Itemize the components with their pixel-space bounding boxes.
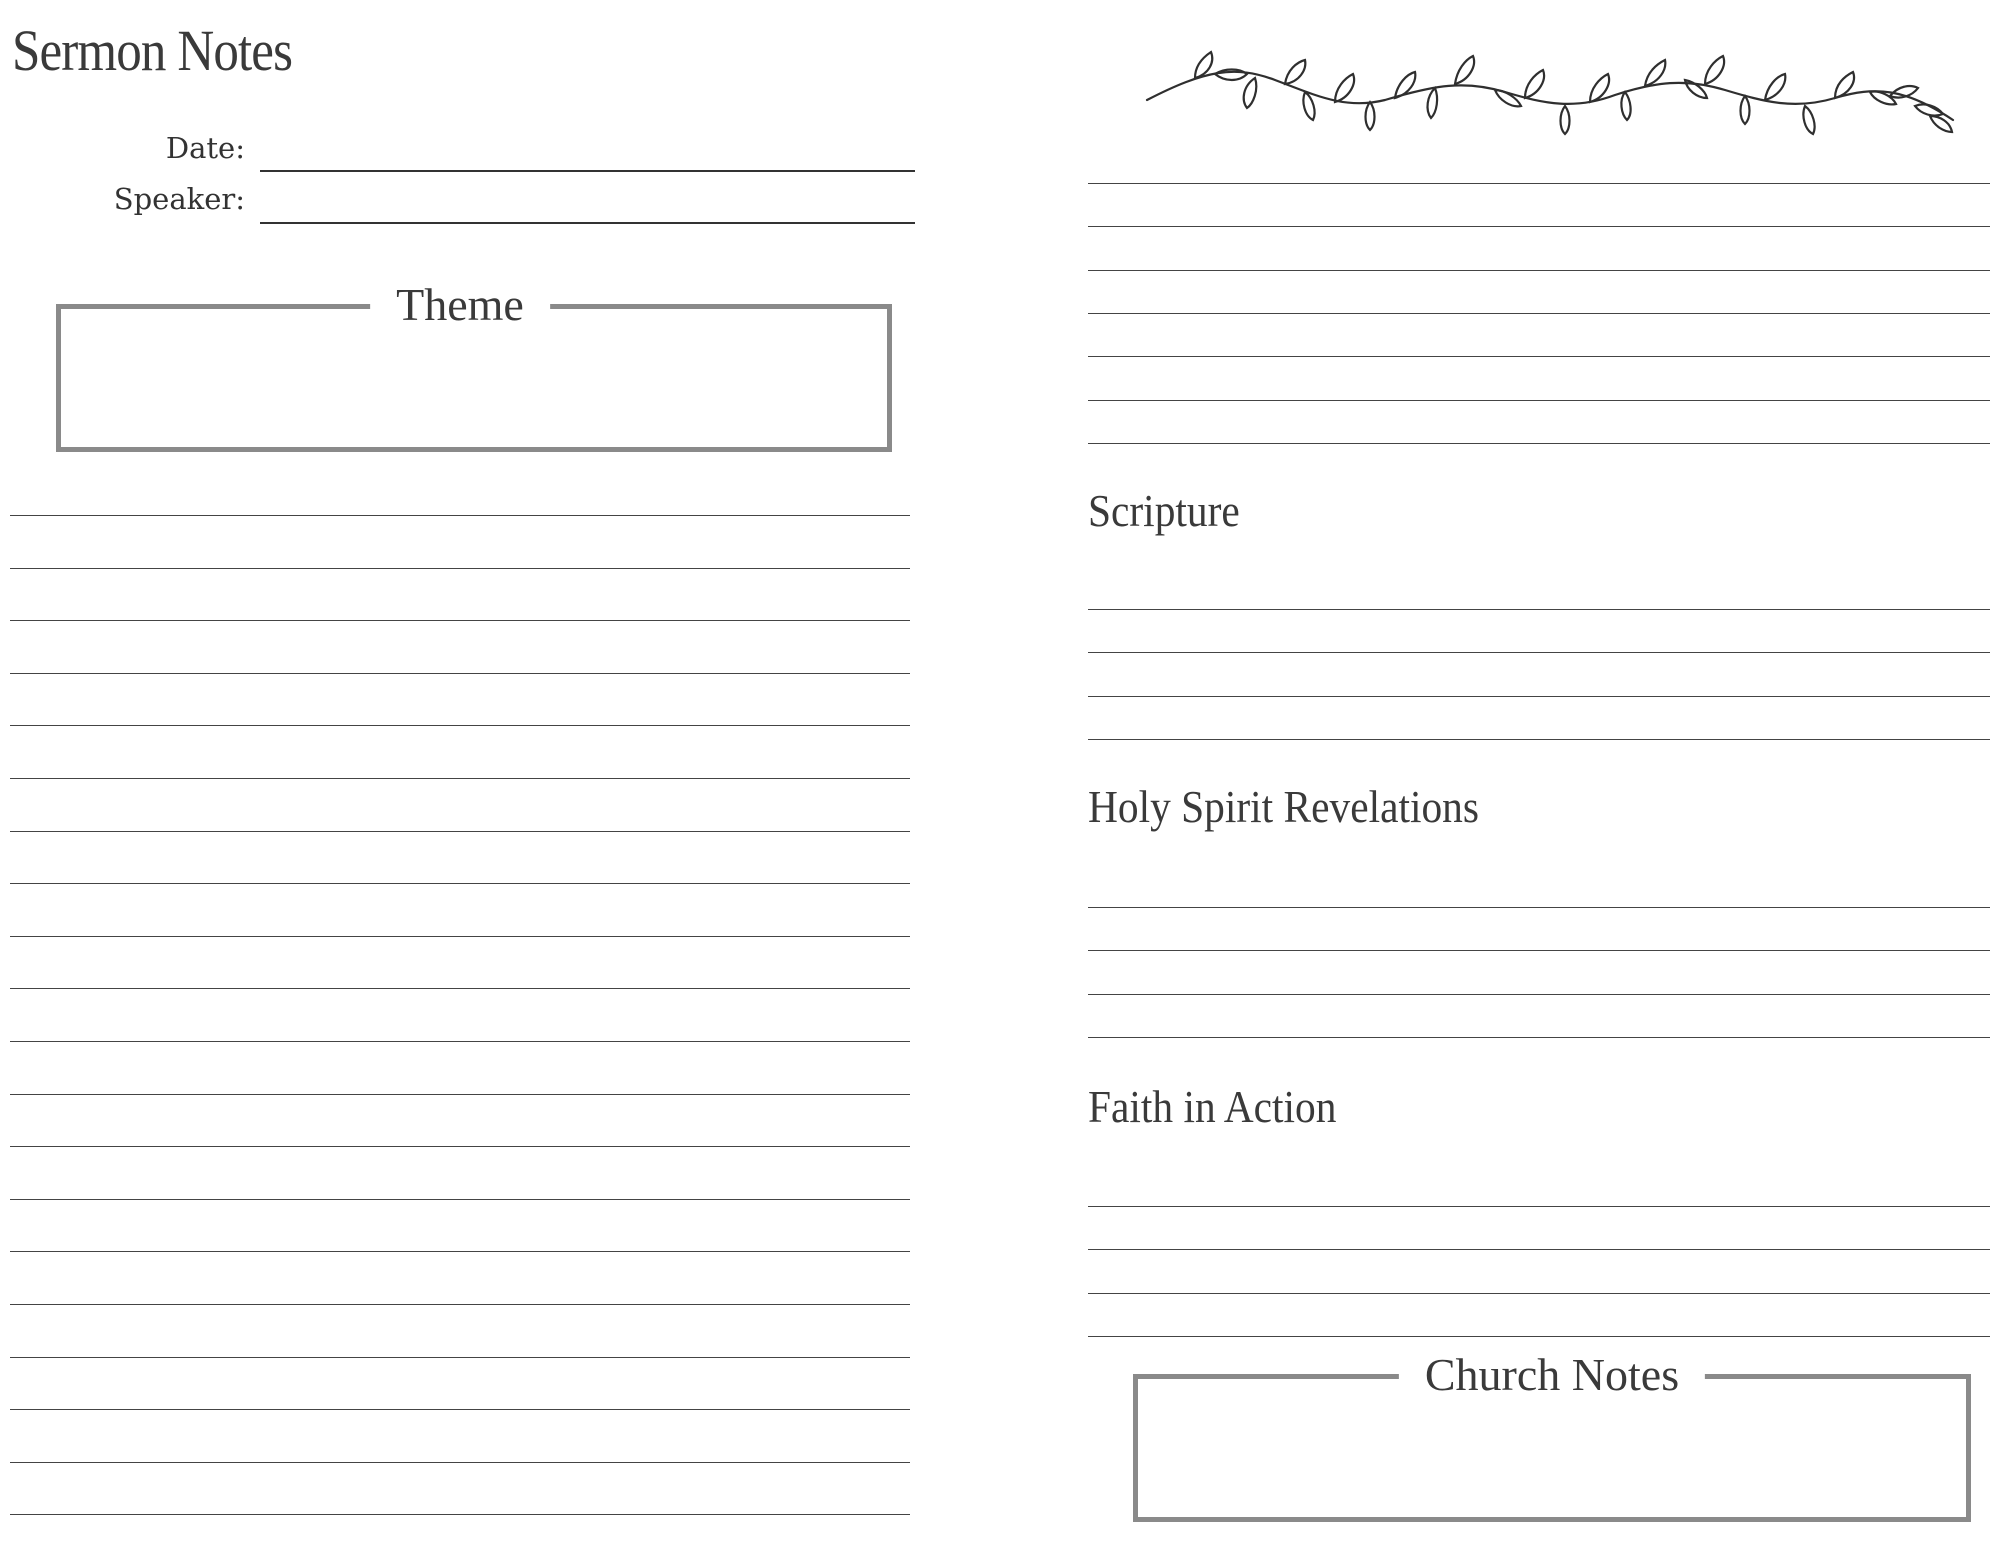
note-line[interactable] xyxy=(10,1357,910,1358)
scripture-line[interactable] xyxy=(1088,652,1990,653)
note-line[interactable] xyxy=(10,1462,910,1463)
note-line[interactable] xyxy=(10,1304,910,1305)
faith-in-action-line[interactable] xyxy=(1088,1293,1990,1294)
scripture-line[interactable] xyxy=(1088,739,1990,740)
revelation-line[interactable] xyxy=(1088,907,1990,908)
note-line[interactable] xyxy=(1088,226,1990,227)
speaker-field[interactable] xyxy=(260,222,915,224)
section-title-faith-in-action: Faith in Action xyxy=(1088,1081,1337,1132)
note-line[interactable] xyxy=(10,725,910,726)
note-line[interactable] xyxy=(1088,270,1990,271)
note-line[interactable] xyxy=(10,1041,910,1042)
note-line[interactable] xyxy=(1088,183,1990,184)
scripture-line[interactable] xyxy=(1088,609,1990,610)
date-field[interactable] xyxy=(260,170,915,172)
scripture-line[interactable] xyxy=(1088,696,1990,697)
note-line[interactable] xyxy=(1088,443,1990,444)
note-line[interactable] xyxy=(10,568,910,569)
faith-in-action-line[interactable] xyxy=(1088,1206,1990,1207)
faith-in-action-line[interactable] xyxy=(1088,1336,1990,1337)
note-line[interactable] xyxy=(10,673,910,674)
speaker-label: Speaker: xyxy=(113,182,245,216)
revelation-line[interactable] xyxy=(1088,1037,1990,1038)
note-line[interactable] xyxy=(10,778,910,779)
vine-ornament-icon xyxy=(1145,40,1955,140)
revelation-line[interactable] xyxy=(1088,950,1990,951)
revelation-line[interactable] xyxy=(1088,994,1990,995)
section-title-scripture: Scripture xyxy=(1088,485,1240,536)
note-line[interactable] xyxy=(1088,356,1990,357)
note-line[interactable] xyxy=(10,831,910,832)
note-line[interactable] xyxy=(1088,313,1990,314)
note-line[interactable] xyxy=(10,1094,910,1095)
section-title-holy-spirit-revelations: Holy Spirit Revelations xyxy=(1088,781,1479,832)
page-title: Sermon Notes xyxy=(12,18,293,83)
note-line[interactable] xyxy=(10,883,910,884)
note-line[interactable] xyxy=(10,1514,910,1515)
faith-in-action-line[interactable] xyxy=(1088,1249,1990,1250)
note-line[interactable] xyxy=(10,620,910,621)
note-line[interactable] xyxy=(1088,400,1990,401)
church-notes-box-title: Church Notes xyxy=(1399,1352,1705,1398)
note-line[interactable] xyxy=(10,1409,910,1410)
note-line[interactable] xyxy=(10,1251,910,1252)
note-line[interactable] xyxy=(10,1199,910,1200)
note-line[interactable] xyxy=(10,515,910,516)
note-line[interactable] xyxy=(10,936,910,937)
date-label: Date: xyxy=(165,131,245,165)
theme-box-title: Theme xyxy=(370,282,550,328)
note-line[interactable] xyxy=(10,1146,910,1147)
note-line[interactable] xyxy=(10,988,910,989)
